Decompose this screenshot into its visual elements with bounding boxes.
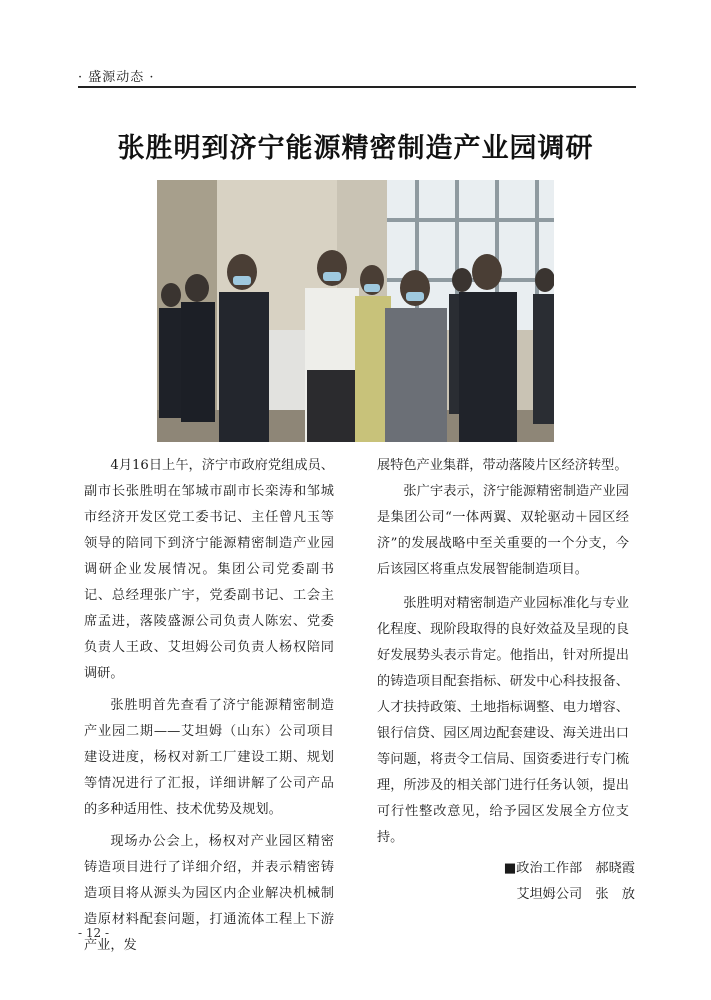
article-column-left — [84, 453, 334, 959]
article-column-right — [377, 453, 629, 851]
article-title: 张胜明到济宁能源精密制造产业园调研 — [117, 133, 594, 164]
page-number: - 12 - — [78, 926, 110, 940]
author-line-1: ■政治工作部 郝晓霞 — [503, 861, 635, 876]
article-photo — [157, 180, 554, 442]
author-line-2: 艾坦姆公司 张 放 — [516, 887, 635, 902]
paragraph: 4月16日上午，济宁市政府党组成员、副市长张胜明在邹城市副市长栾涛和邹城市经济开发区党工委书记、主任曾凡玉等领导的陪同下到济宁能源精密制造产业园调研企业发展情况。集团公司党委副书记、总经理张广宇，党委副书记、工会主席孟进，落陵盛源公司负责人陈宏、党委负责人王政、艾坦姆公司负责人杨权陪同调研。 — [84, 458, 334, 681]
paragraph: 现场办公会上，杨权对产业园区精密铸造项目进行了详细介绍，并表示精密铸造项目将从源头为园区内企业解决机械制造原材料配套问题，打通流体工程上下游产业，发 — [84, 834, 334, 953]
paragraph: 展特色产业集群，带动落陵片区经济转型。 — [377, 458, 628, 473]
section-label: · 盛源动态 · — [78, 70, 155, 85]
paragraph: 张广宇表示，济宁能源精密制造产业园是集团公司“一体两翼、双轮驱动＋园区经济”的发展战略中至关重要的一个分支，今后该园区将重点发展智能制造项目。 — [377, 484, 629, 577]
paragraph: 张胜明对精密制造产业园标准化与专业化程度、现阶段取得的良好效益及呈现的良好发展势头表示肯定。他指出，针对所提出的铸造项目配套指标、研发中心科技报备、人才扶持政策、土地指标调整、电力增容、银行信贷、园区周边配套建设、海关进出口等问题，将责令工信局、国资委进行专门梳理，所涉及的相关部门进行任务认领，提出可行性整改意见，给予园区发展全方位支持。 — [377, 596, 629, 845]
paragraph: 张胜明首先查看了济宁能源精密制造产业园二期——艾坦姆（山东）公司项目建设进度，杨权对新工厂建设工期、规划等情况进行了汇报，详细讲解了公司产品的多种适用性、技术优势及规划。 — [84, 698, 334, 817]
header-divider — [78, 86, 636, 88]
